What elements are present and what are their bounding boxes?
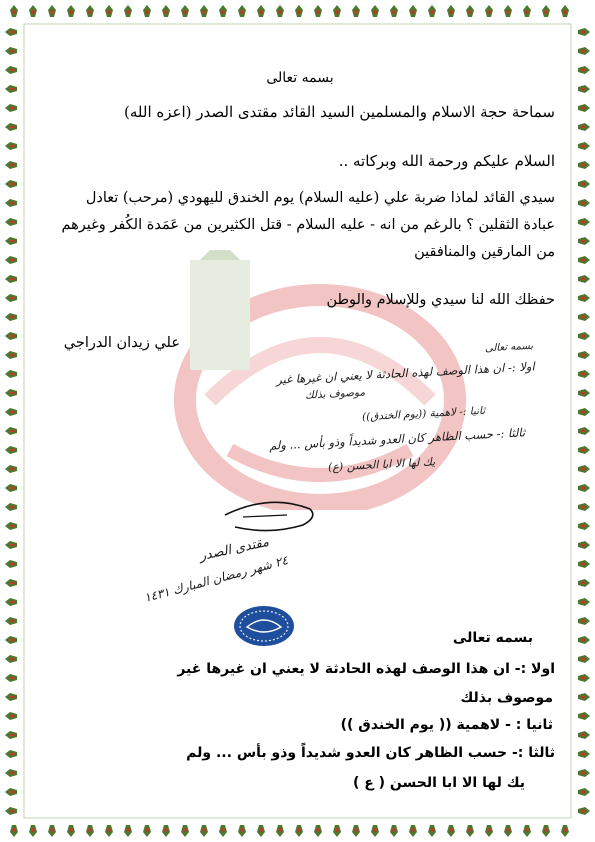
official-seal	[233, 605, 295, 647]
question-line-3: من المارقين والمنافقين	[414, 244, 555, 260]
reply-line-3: ثانيا : - لاهمية (( يوم الخندق ))	[340, 717, 553, 733]
greeting: السلام عليكم ورحمة الله وبركاته ..	[338, 152, 555, 170]
signature-text: مقتدى الصدر	[198, 534, 271, 565]
basmala: بسمه تعالى	[266, 70, 334, 86]
question-line-1: سيدي القائد لماذا ضربة علي (عليه السلام) يوم الخندق لليهودي (مرحب) تعادل	[85, 190, 555, 206]
question-line-2: عبادة الثقلين ؟ بالرغم من انه - عليه السلام - قتل الكثيرين من عَمَدة الكُفر وغيرهم	[61, 217, 555, 233]
reply-line-2: موصوف بذلك	[460, 690, 553, 706]
signature-mark	[215, 495, 325, 540]
reply-title: بسمه تعالى	[452, 630, 533, 646]
reply-line-4: ثالثا :- حسب الظاهر كان العدو شديداً وذو بأس ... ولم	[186, 745, 555, 761]
handwritten-line-3: ثانيا :- لاهمية ((يوم الخندق))	[361, 404, 486, 424]
handwritten-basmala: بسمه تعالى	[484, 340, 534, 355]
handwritten-line-5: يك لها الا ابا الحسن (ع)	[327, 455, 436, 474]
addressee: سماحة حجة الاسلام والمسلمين السيد القائد مقتدى الصدر (اعزه الله)	[124, 103, 555, 121]
signature-date: ٢٤ شهر رمضان المبارك ١٤٣١	[142, 553, 290, 605]
sender-name: علي زيدان الدراجي	[63, 335, 180, 351]
reply-line-1: اولا :- ان هذا الوصف لهذه الحادثة لا يعني ان غيرها غير	[177, 661, 555, 677]
reply-line-5: يك لها الا ابا الحسن ( ع )	[352, 775, 525, 791]
handwritten-line-4: ثالثا :- حسب الظاهر كان العدو شديداً وذو بأس ... ولم	[268, 425, 526, 453]
closing: حفظك الله لنا سيدي وللإسلام والوطن	[326, 292, 555, 308]
handwritten-line-2: موصوف بذلك	[304, 386, 366, 402]
handwritten-line-1: اولا :- ان هذا الوصف لهذه الحادثة لا يعني ان غيرها غير	[276, 359, 536, 387]
